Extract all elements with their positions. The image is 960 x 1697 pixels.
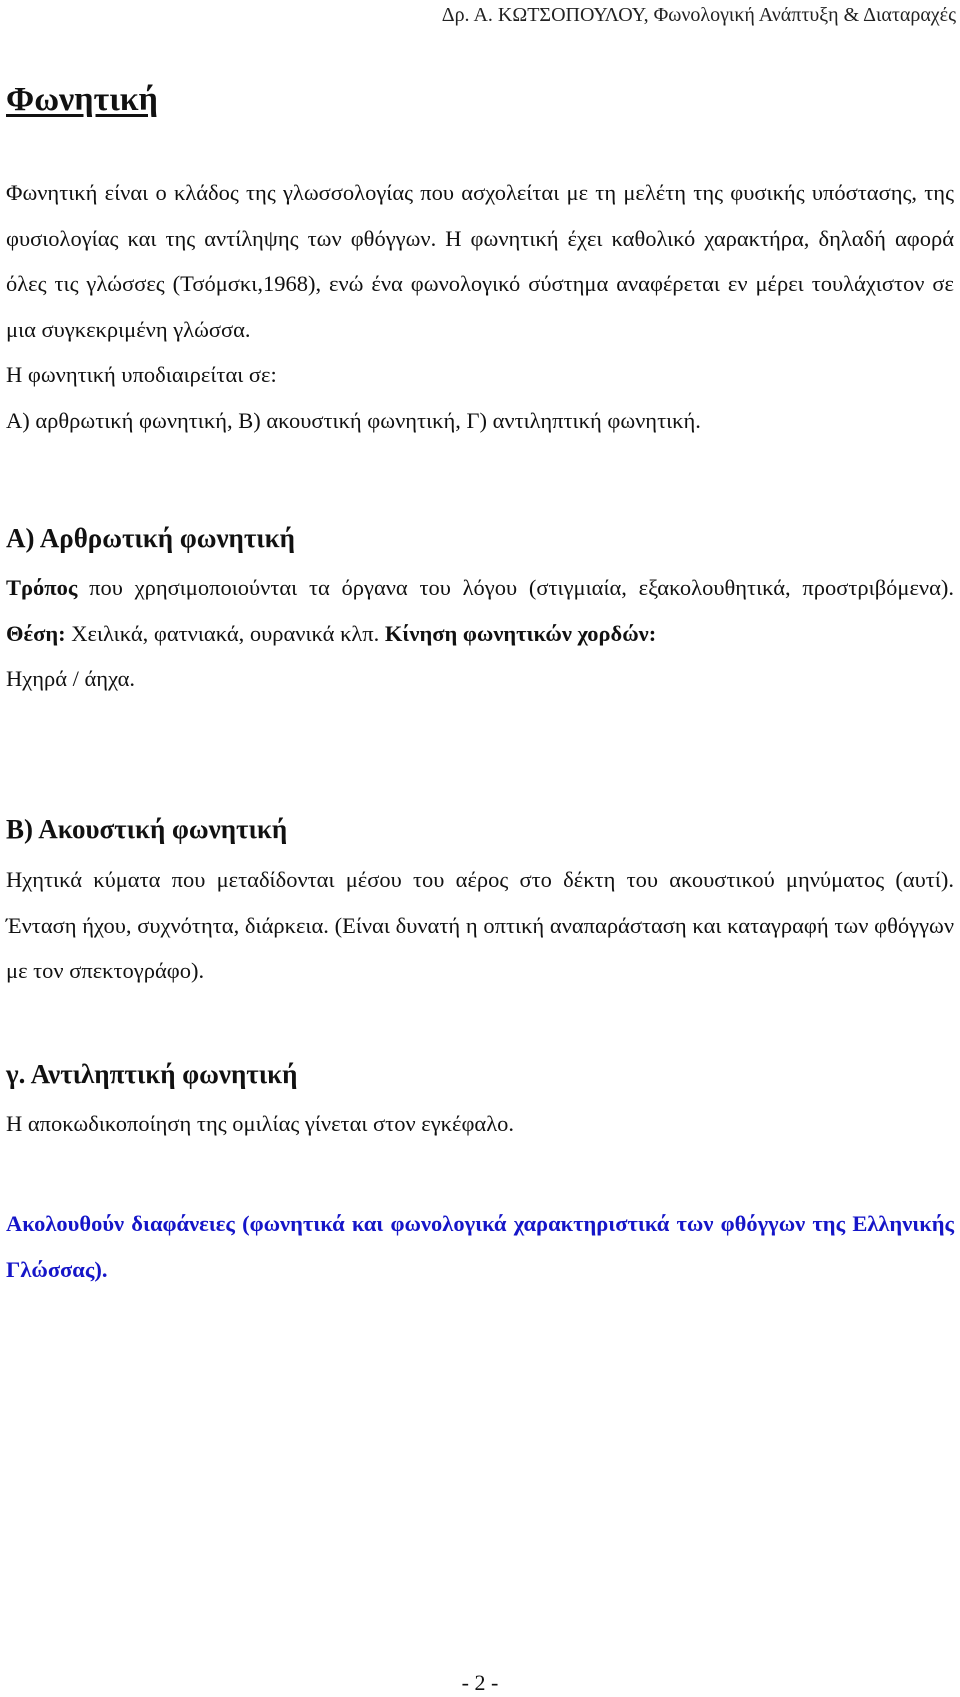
closing-note: Ακολουθούν διαφάνειες (φωνητικά και φωνολογικά χαρακτηριστικά των φθόγγων της Ελληνικής Γλώσσας). xyxy=(6,1211,954,1282)
subdivision-line: Η φωνητική υποδιαιρείται σε: xyxy=(6,362,277,387)
running-header: Δρ. Α. ΚΩΤΣΟΠΟΥΛΟΥ, Φωνολογική Ανάπτυξη & Διαταραχές xyxy=(441,4,956,26)
manner-text: που χρησιμοποιούνται τα όργανα του λόγου (στιγμιαία, εξακολουθητικά, προστριβόμενα). xyxy=(77,575,954,600)
place-text: Χειλικά, φατνιακά, ουρανικά κλπ. xyxy=(65,620,385,646)
section-a-heading: Α) Αρθρωτική φωνητική xyxy=(6,523,295,553)
voicing-text: Ηχηρά / άηχα. xyxy=(6,666,135,691)
page-title: Φωνητική xyxy=(6,81,158,118)
place-label: Θέση: xyxy=(6,620,66,646)
section-b-heading: Β) Ακουστική φωνητική xyxy=(6,814,288,844)
section-c-paragraph: Η αποκωδικοποίηση της ομιλίας γίνεται στον εγκέφαλο. xyxy=(6,1111,514,1136)
branches-line: Α) αρθρωτική φωνητική, Β) ακουστική φωνητική, Γ) αντιληπτική φωνητική. xyxy=(6,407,701,433)
section-c-heading: γ. Αντιληπτική φωνητική xyxy=(6,1059,298,1089)
section-b-paragraph: Ηχητικά κύματα που μεταδίδονται μέσου του αέρος στο δέκτη του ακουστικού μηνύματος (αυτί). Ένταση ήχου, συχνότητα, διάρκεια. (Είναι δυνατή η οπτική αναπαράσταση και καταγραφή των φθόγγων με τον σπεκτογράφο). xyxy=(6,867,954,983)
section-a-paragraph xyxy=(6,565,954,702)
intro-text: Φωνητική είναι ο κλάδος της γλωσσολογίας που ασχολείται με τη μελέτη της φυσικής υπόστασης, της φυσιολογίας και της αντίληψης των φθόγγων. Η φωνητική έχει καθολικό χαρακτήρα, δηλαδή αφορά όλες τις γλώσσες (Τσόμσκι,1968), ενώ ένα φωνολογικό σύστημα αναφέρεται εν μέρει τουλάχιστον σε μια συγκεκριμένη γλώσσα. xyxy=(6,180,954,342)
page-number: - 2 - xyxy=(461,1670,499,1695)
manner-label: Τρόπος xyxy=(6,575,78,600)
voicing-label: Κίνηση φωνητικών χορδών: xyxy=(384,620,657,646)
intro-paragraph xyxy=(6,170,954,443)
